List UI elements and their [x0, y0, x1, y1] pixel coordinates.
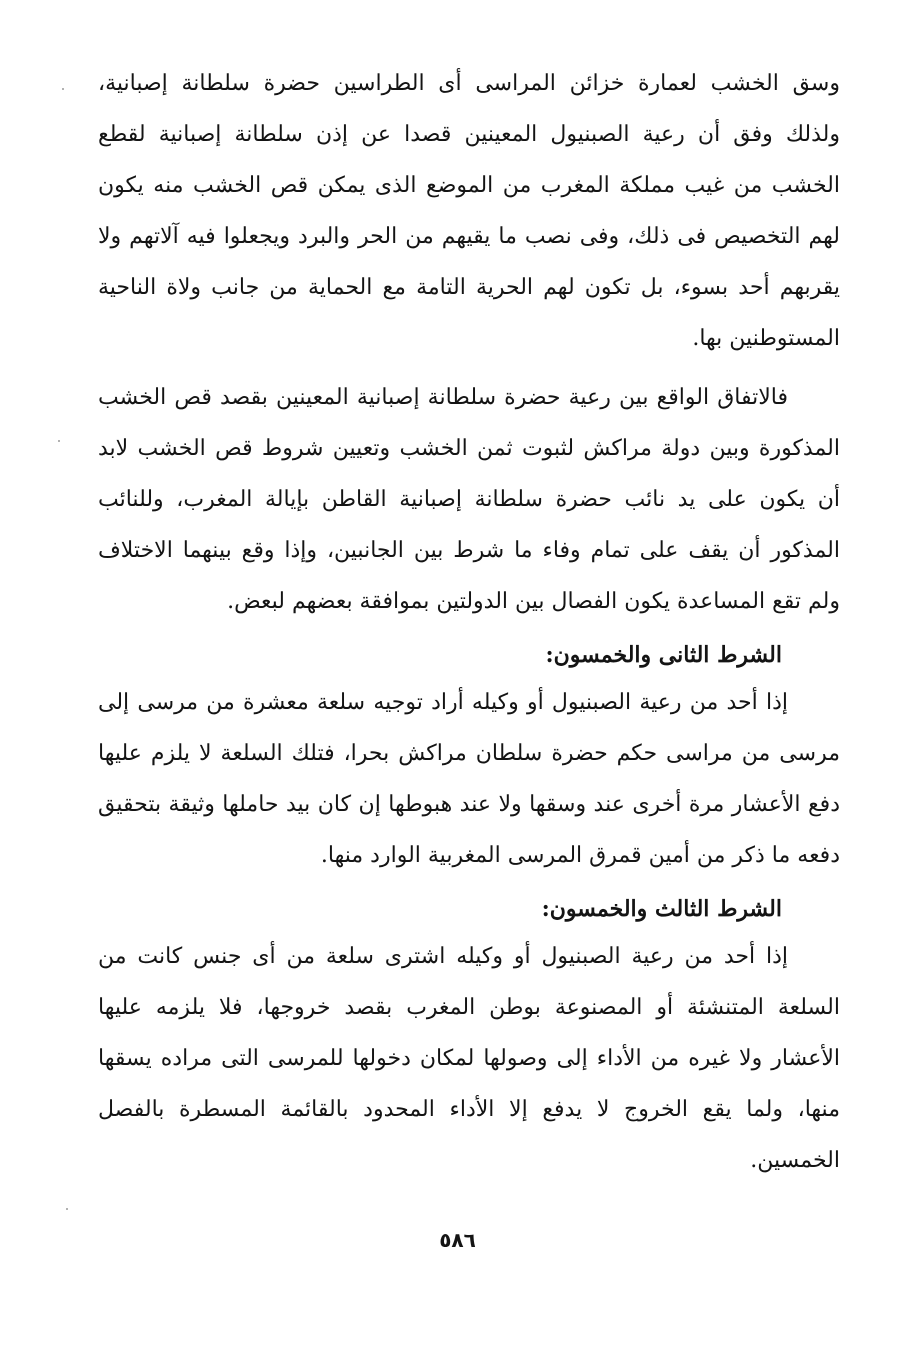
- paragraph-article-52: إذا أحد من رعية الصبنيول أو وكيله أراد توجيه سلعة معشرة من مرسى إلى مرسى من مراسى حكم حضرة سلطان مراكش بحرا، فتلك السلعة لا يلزم عليها دفع الأعشار مرة أخرى عند وسقها ولا عند هبوطها إن كان بيد حاملها وثيقة بتحقيق دفعه ما ذكر من أمين قمرق المرسى المغربية الوارد منها.: [98, 690, 840, 868]
- paragraph-continuation: وسق الخشب لعمارة خزائن المراسى أى الطراسين حضرة سلطانة إصبانية، ولذلك وفق أن رعية الصبنيول المعينين قصدا عن إذن سلطانة إصبانية لقطع الخشب من غيب مملكة المغرب من الموضع الذى يمكن قص الخشب منه يكون لهم التخصيص فى ذلك، وفى نصب ما يقيهم من الحر والبرد ويجعلوا فيه آلاتهم ولا يقربهم أحد بسوء، بل تكون لهم الحرية التامة مع الحماية من جانب ولاة الناحية المستوطنين بها.: [98, 71, 840, 351]
- paragraph-agreement: فالاتفاق الواقع بين رعية حضرة سلطانة إصبانية المعينين بقصد قص الخشب المذكورة وبين دولة مراكش لثبوت ثمن الخشب وتعيين شروط قص الخشب لابد أن يكون على يد نائب حضرة سلطانة إصبانية القاطن بإيالة المغرب، وللنائب المذكور أن يقف على تمام وفاء ما شرط بين الجانبين، وإذا وقع بينهما الاختلاف ولم تقع المساعدة يكون الفصال بين الدولتين بموافقة بعضهم لبعض.: [98, 385, 840, 614]
- scan-speck: [62, 88, 64, 90]
- document-body: [98, 58, 840, 1186]
- paragraph-article-53: إذا أحد من رعية الصبنيول أو وكيله اشترى سلعة من أى جنس كانت من السلعة المتنشئة أو المصنوعة بوطن المغرب بقصد خروجها، فلا يلزمه عليها الأعشار ولا غيره من الأداء إلى وصولها لمكان دخولها للمرسى التى مراده يسقها منها، ولما يقع الخروج لا يدفع إلا الأداء المحدود بالقائمة المسطرة بالفصل الخمسين.: [98, 944, 840, 1173]
- scan-speck: [58, 440, 60, 442]
- section-heading-article-53: الشرط الثالث والخمسون:: [541, 896, 782, 922]
- scan-speck: [66, 1208, 68, 1210]
- page-number: ٥٨٦: [439, 1228, 476, 1252]
- section-heading-article-52: الشرط الثانى والخمسون:: [545, 642, 782, 668]
